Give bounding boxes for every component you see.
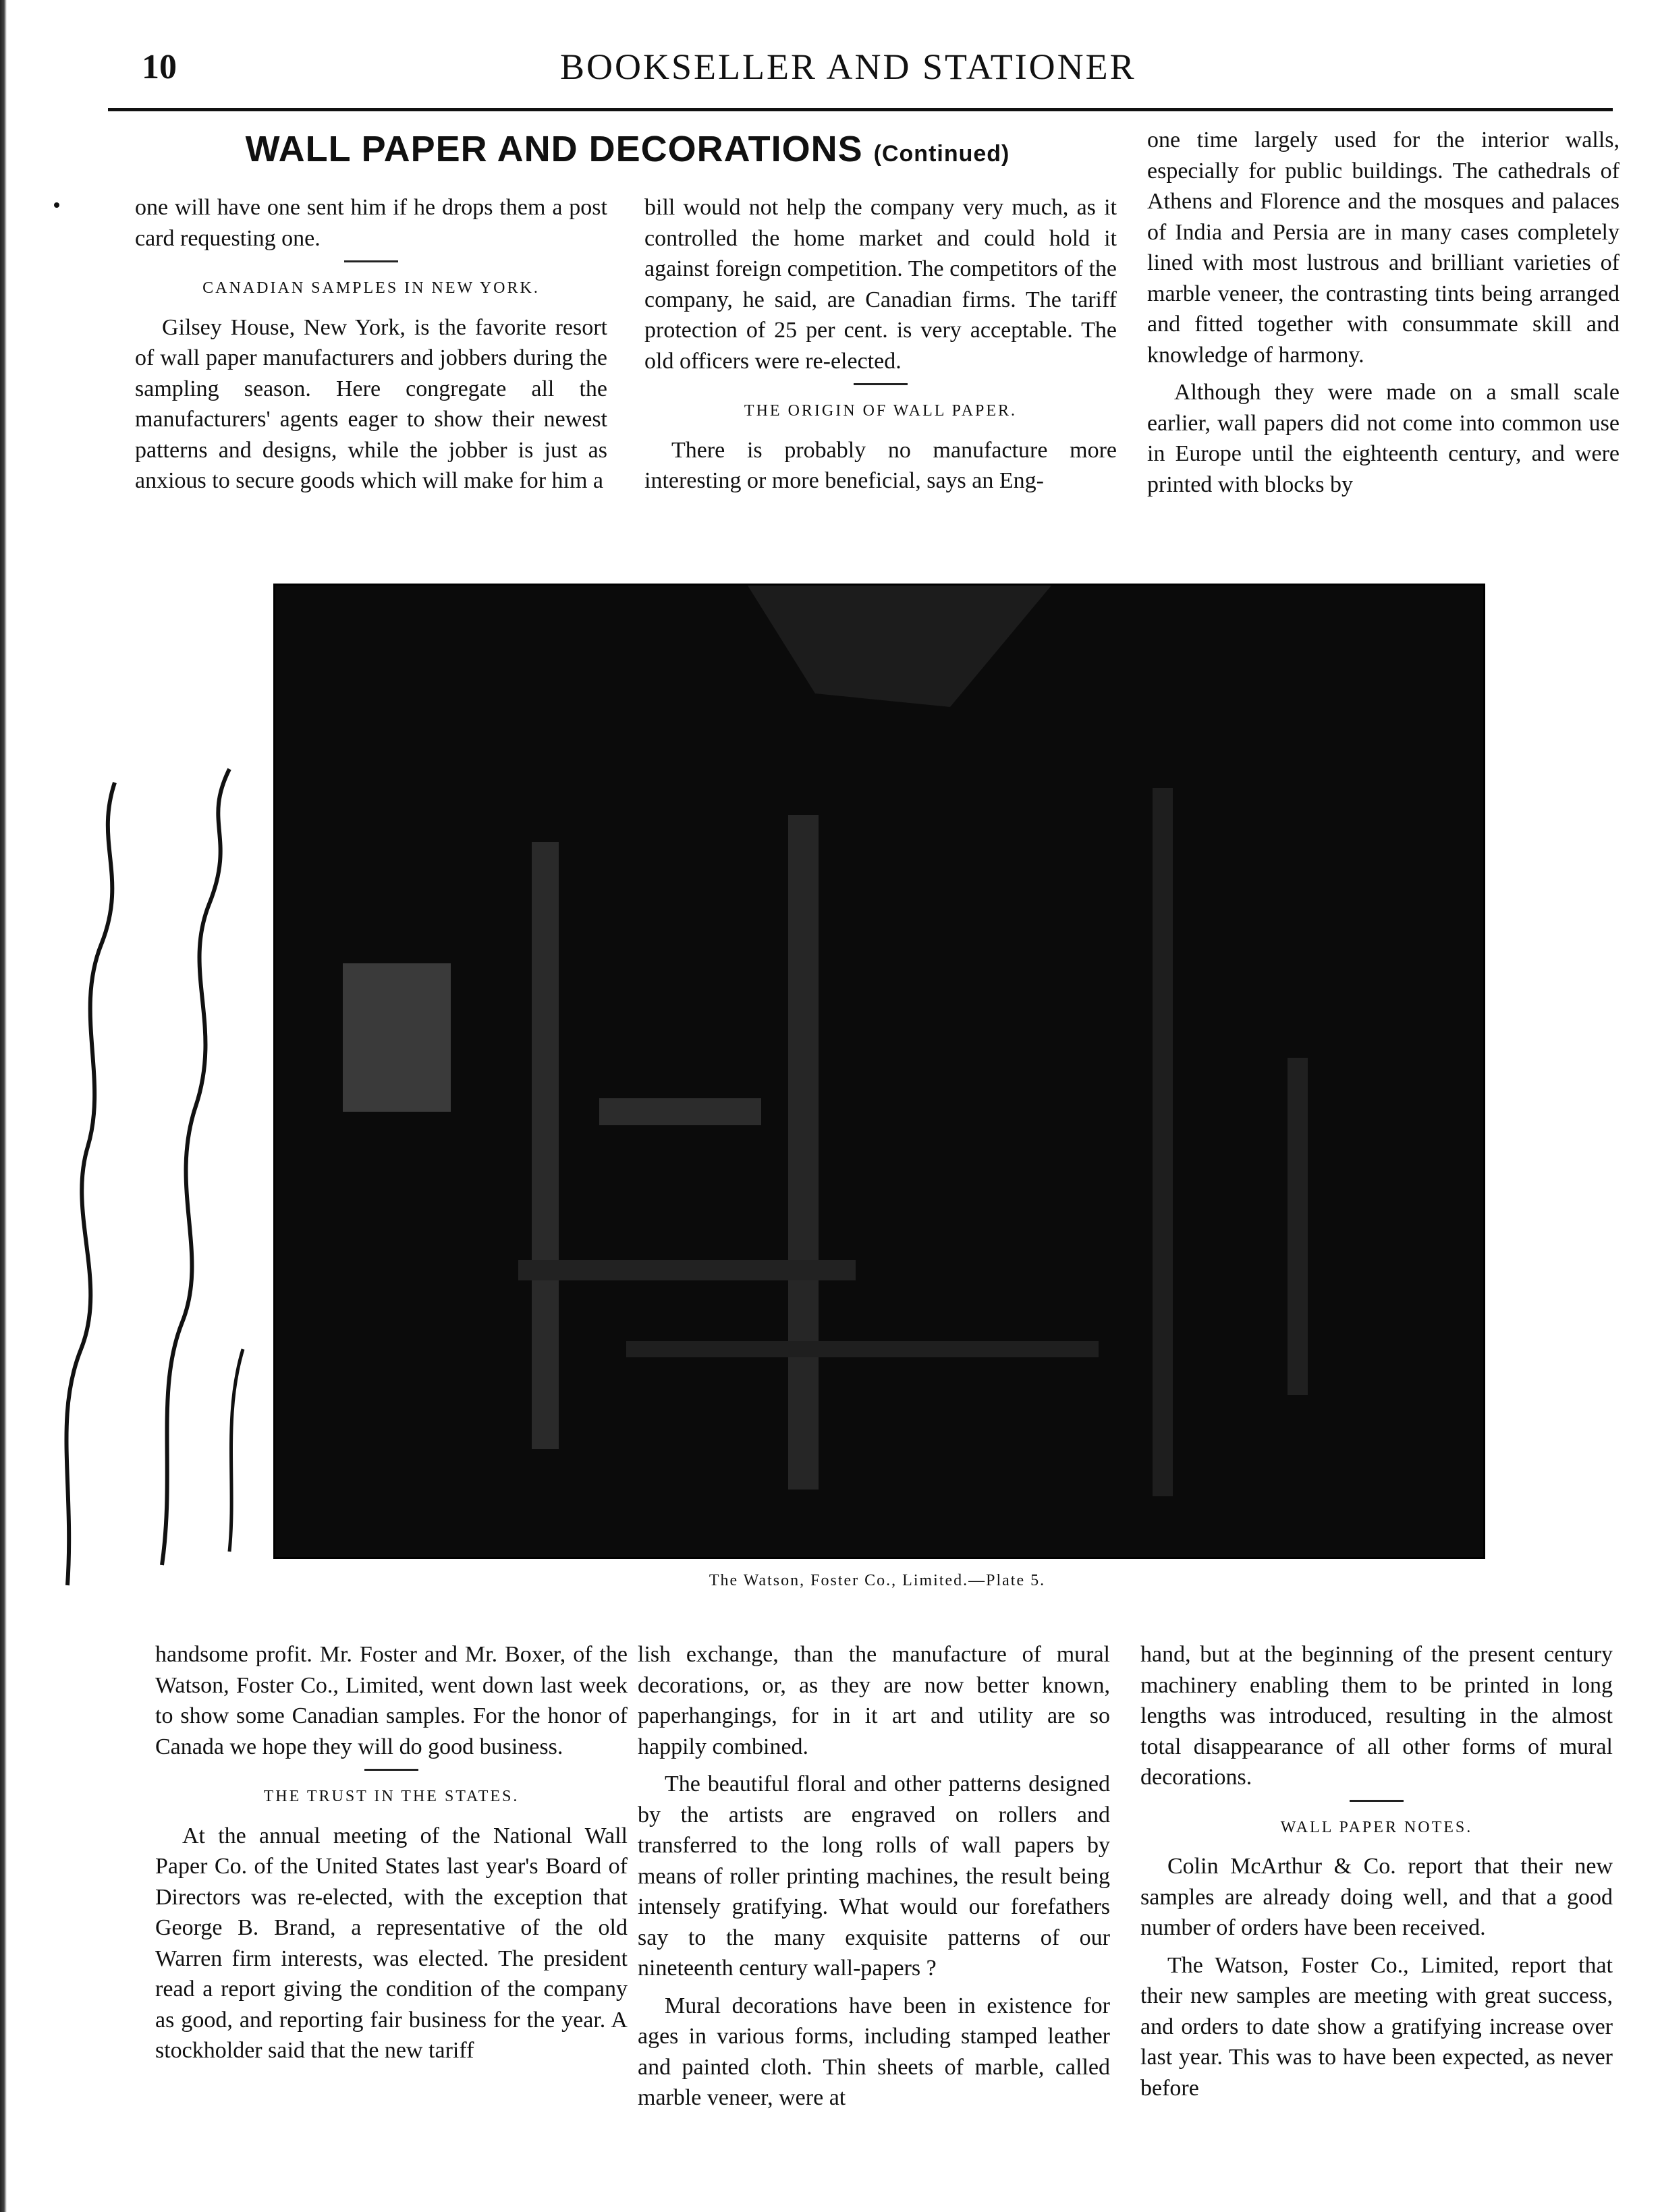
handwritten-inscription (27, 742, 283, 1619)
separator (364, 1769, 418, 1771)
paragraph: The Watson, Foster Co., Limited, report that their new samples are meeting with great success, and orders to date show a gratifying increase over last year. This was to have been expected, as never before (1140, 1952, 1613, 2101)
paragraph: Although they were made on a small scale earlier, wall papers did not come into common use in Europe until the eighteenth century, and were printed with blocks by (1147, 380, 1620, 497)
paragraph: At the annual meeting of the National Wall Paper Co. of the United States last year's Board of Directors was re-elected, with the exception that George B. Brand, a representative of the old Warren firm interests, was elected. The president read a report giving the condition of the company as good, and reporting fair business for the year. A stockholder said that the new tariff (155, 1823, 628, 2063)
running-head: BOOKSELLER AND STATIONER (560, 47, 1136, 87)
section-title (135, 128, 1120, 170)
paragraph: handsome profit. Mr. Foster and Mr. Boxer, of the Watson, Foster Co., Limited, went down last week to show some Canadian samples. For the honor of Canada we hope they will do good business. (155, 1642, 628, 1759)
margin-mark (54, 202, 59, 208)
top-column-1 (135, 192, 607, 503)
bottom-column-2 (638, 1639, 1110, 2120)
subhead: WALL PAPER NOTES. (1280, 1818, 1473, 1836)
paragraph: Colin McArthur & Co. report that their new samples are already doing well, and that a good number of orders have been received. (1140, 1854, 1613, 1940)
paragraph: There is probably no manufacture more interesting or more beneficial, says an Eng- (644, 437, 1117, 493)
page-edge-shadow (0, 0, 7, 2212)
subhead: CANADIAN SAMPLES IN NEW YORK. (202, 279, 540, 297)
paragraph: bill would not help the company very much, as it controlled the home market and could hold it against foreign competition. The competitors of the company, he said, are Canadian firms. The tariff protection of 25 per cent. is very acceptable. The old officers were re-elected. (644, 195, 1117, 374)
paragraph: hand, but at the beginning of the present century machinery enabling them to be printed in long lengths was introduced, resulting in the almost total disappearance of all other forms of mural decorations. (1140, 1642, 1613, 1790)
separator (344, 260, 398, 262)
subhead: THE TRUST IN THE STATES. (263, 1788, 520, 1805)
paragraph: one time largely used for the interior walls, especially for public buildings. The cathedrals of Athens and Florence and the mosques and palaces of India and Persia are in many cases completely lined with most lustrous and brilliant varieties of marble veneer, the contrasting tints being arranged and fitted together with consummate skill and knowledge of harmony. (1147, 127, 1620, 368)
top-column-2 (644, 192, 1117, 503)
paragraph: Mural decorations have been in existence for ages in various forms, including stamped leather and painted cloth. Thin sheets of marble, called marble veneer, were at (638, 1993, 1110, 2110)
page-number: 10 (142, 48, 177, 86)
subhead: THE ORIGIN OF WALL PAPER. (744, 402, 1018, 420)
interior-photograph (273, 584, 1485, 1559)
header-rule (108, 108, 1613, 111)
section-title-suffix: (Continued) (873, 141, 1010, 167)
paragraph: Gilsey House, New York, is the favorite resort of wall paper manufacturers and jobbers during the sampling season. Here congregate all the manufacturers' agents eager to show their newest patterns and designs, while the jobber is just as anxious to secure goods which will make for him a (135, 314, 607, 493)
bottom-column-3 (1140, 1639, 1613, 2110)
section-title-text: WALL PAPER AND DECORATIONS (245, 129, 863, 169)
separator (1350, 1800, 1404, 1802)
bottom-column-1 (155, 1639, 628, 2073)
paragraph: lish exchange, than the manufacture of mural decorations, or, as they are now better known, paperhangings, for in it art and utility are so happily combined. (638, 1642, 1110, 1759)
photo-shapes (275, 586, 1483, 1557)
paragraph: The beautiful floral and other patterns designed by the artists are engraved on rollers and transferred to the long rolls of wall papers by means of roller printing machines, the result being intensely gratifying. What would our forefathers say to the many exquisite patterns of our nineteenth century wall-papers ? (638, 1771, 1110, 1981)
top-column-3 (1147, 125, 1620, 507)
paragraph: one will have one sent him if he drops them a post card requesting one. (135, 195, 607, 251)
photo-caption: The Watson, Foster Co., Limited.—Plate 5. (709, 1572, 1046, 1589)
separator (854, 383, 908, 385)
